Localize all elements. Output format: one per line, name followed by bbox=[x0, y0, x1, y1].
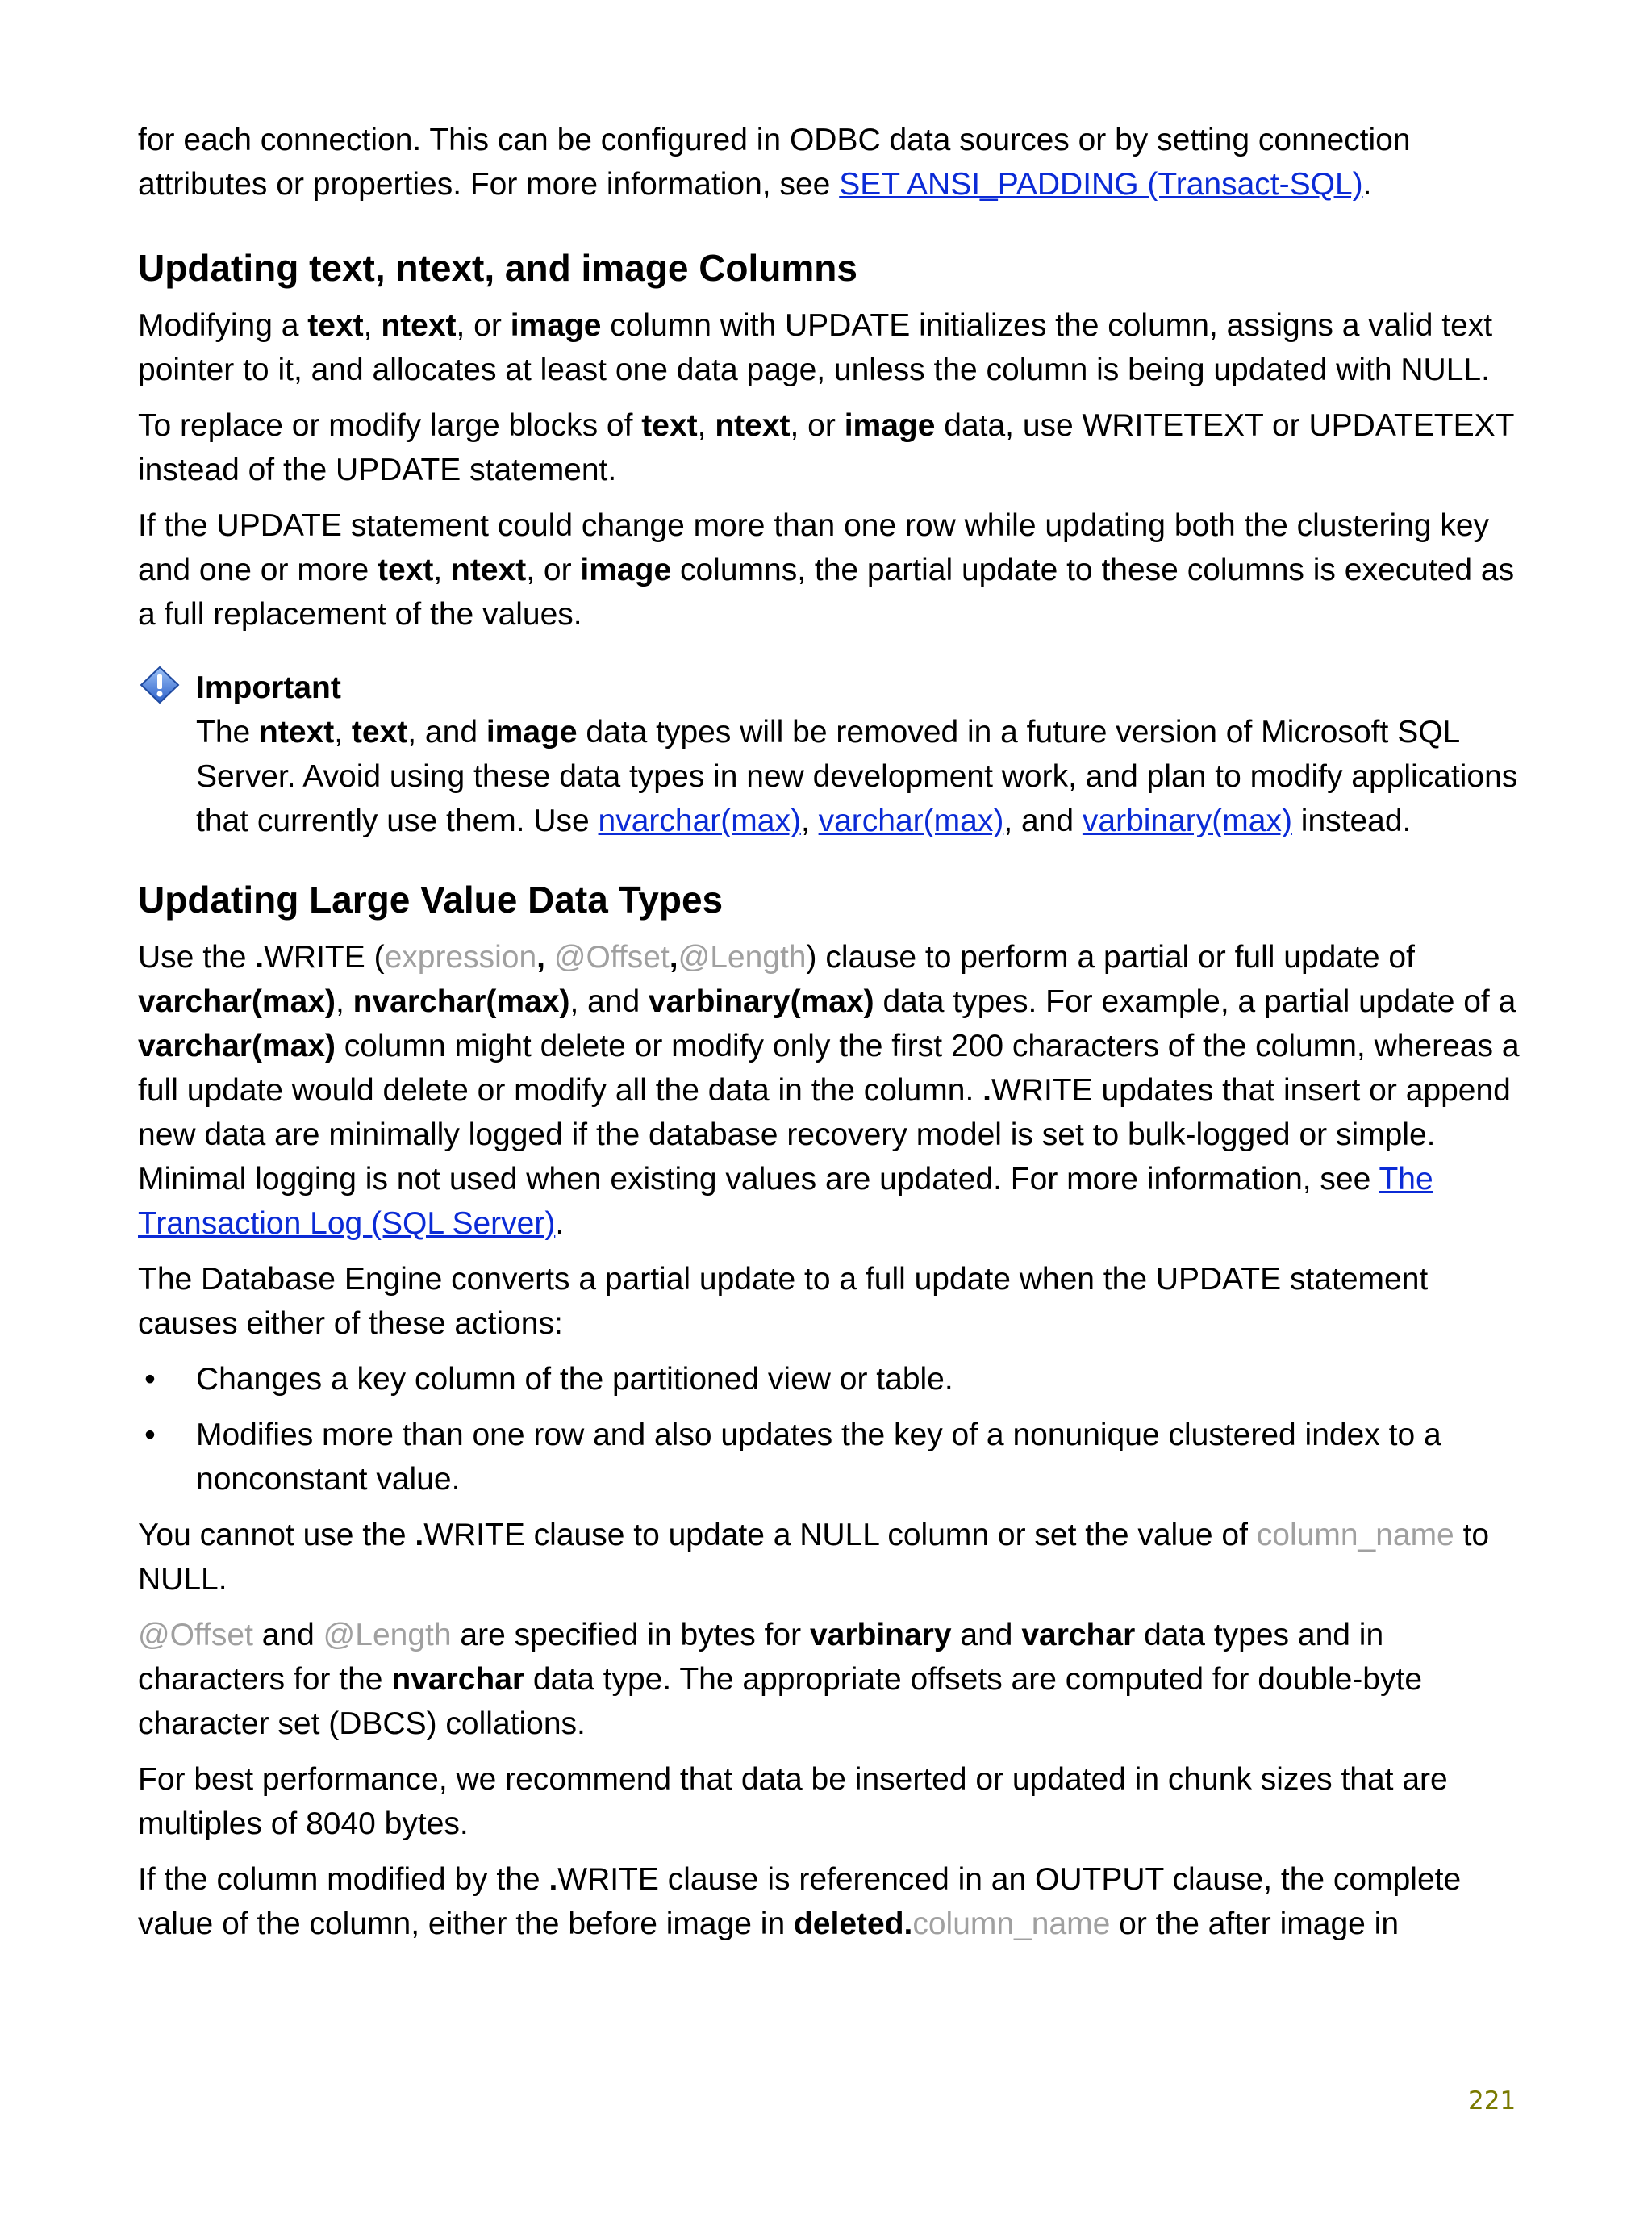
intro-paragraph: for each connection. This can be configured in ODBC data sources or by setting connection attributes or properties. For more information, see SET ANSI_PADDING (Transact-SQL). bbox=[138, 123, 1411, 202]
paragraph-cannot-null: You cannot use the .WRITE clause to update a NULL column or set the value of column_name to NULL. bbox=[138, 1518, 1490, 1597]
paragraph-write-clause: Use the .WRITE (expression, @Offset,@Length) clause to perform a partial or full update of varchar(max), nvarchar(max), and varbinary(max) data types. For example, a partial update of a varchar(max) column might delete or modify only the first 200 characters of the column, whereas a full update would delete or modify all the data in the column. .WRITE updates that insert or append new data are minimally logged if the database recovery model is set to bulk-logged or simple. Minimal logging is not used when existing values are updated. For more information, see The Transaction Log (SQL Server). bbox=[138, 940, 1520, 1241]
nvarchar-max-link[interactable]: nvarchar(max) bbox=[598, 804, 801, 838]
note-text: The ntext, text, and image data types will be removed in a future version of Microsoft SQL Server. Avoid using these data types in new development work, and plan to modify applications that currently use them. Use nvarchar(max), varchar(max), and varbinary(max) instead. bbox=[196, 715, 1518, 838]
paragraph-output-clause: If the column modified by the .WRITE clause is referenced in an OUTPUT clause, the complete value of the column, either the before image in deleted.column_name or the after image in bbox=[138, 1862, 1462, 1941]
actions-list bbox=[138, 1357, 1525, 1501]
paragraph-if-update: If the UPDATE statement could change more than one row while updating both the clustering key and one or more text, ntext, or image columns, the partial update to these columns is executed as a full replacement of the values. bbox=[138, 508, 1515, 632]
varbinary-max-link[interactable]: varbinary(max) bbox=[1082, 804, 1292, 838]
paragraph-replace: To replace or modify large blocks of text, ntext, or image data, use WRITETEXT or UPDATETEXT instead of the UPDATE statement. bbox=[138, 408, 1514, 487]
set-ansi-padding-link[interactable]: SET ANSI_PADDING (Transact-SQL) bbox=[839, 167, 1363, 202]
heading-large-value-types: Updating Large Value Data Types bbox=[138, 879, 724, 921]
list-item: • Changes a key column of the partitioned view or table. bbox=[144, 1362, 953, 1397]
paragraph-offset-length: @Offset and @Length are specified in bytes for varbinary and varchar data types and in characters for the nvarchar data type. The appropriate offsets are computed for double-byte character set (DBCS) collations. bbox=[138, 1618, 1423, 1741]
document-page bbox=[138, 118, 1525, 1946]
paragraph-performance: For best performance, we recommend that data be inserted or updated in chunk sizes that are multiples of 8040 bytes. bbox=[138, 1762, 1448, 1841]
heading-updating-text-columns: Updating text, ntext, and image Columns bbox=[138, 247, 857, 289]
paragraph-modifying: Modifying a text, ntext, or image column with UPDATE initializes the column, assigns a valid text pointer to it, and allocates at least one data page, unless the column is being updated with NULL. bbox=[138, 308, 1493, 387]
important-note bbox=[138, 666, 1525, 843]
transaction-log-link[interactable]: The Transaction Log (SQL Server) bbox=[138, 1162, 1433, 1241]
paragraph-database-engine: The Database Engine converts a partial update to a full update when the UPDATE statement causes either of these actions: bbox=[138, 1262, 1429, 1341]
note-title: Important bbox=[196, 670, 341, 705]
varchar-max-link[interactable]: varchar(max) bbox=[818, 804, 1004, 838]
important-info-icon bbox=[138, 666, 181, 706]
page-number: 221 bbox=[1468, 2086, 1516, 2115]
list-item: • Modifies more than one row and also updates the key of a nonunique clustered index to a nonconstant value. bbox=[144, 1418, 1441, 1497]
